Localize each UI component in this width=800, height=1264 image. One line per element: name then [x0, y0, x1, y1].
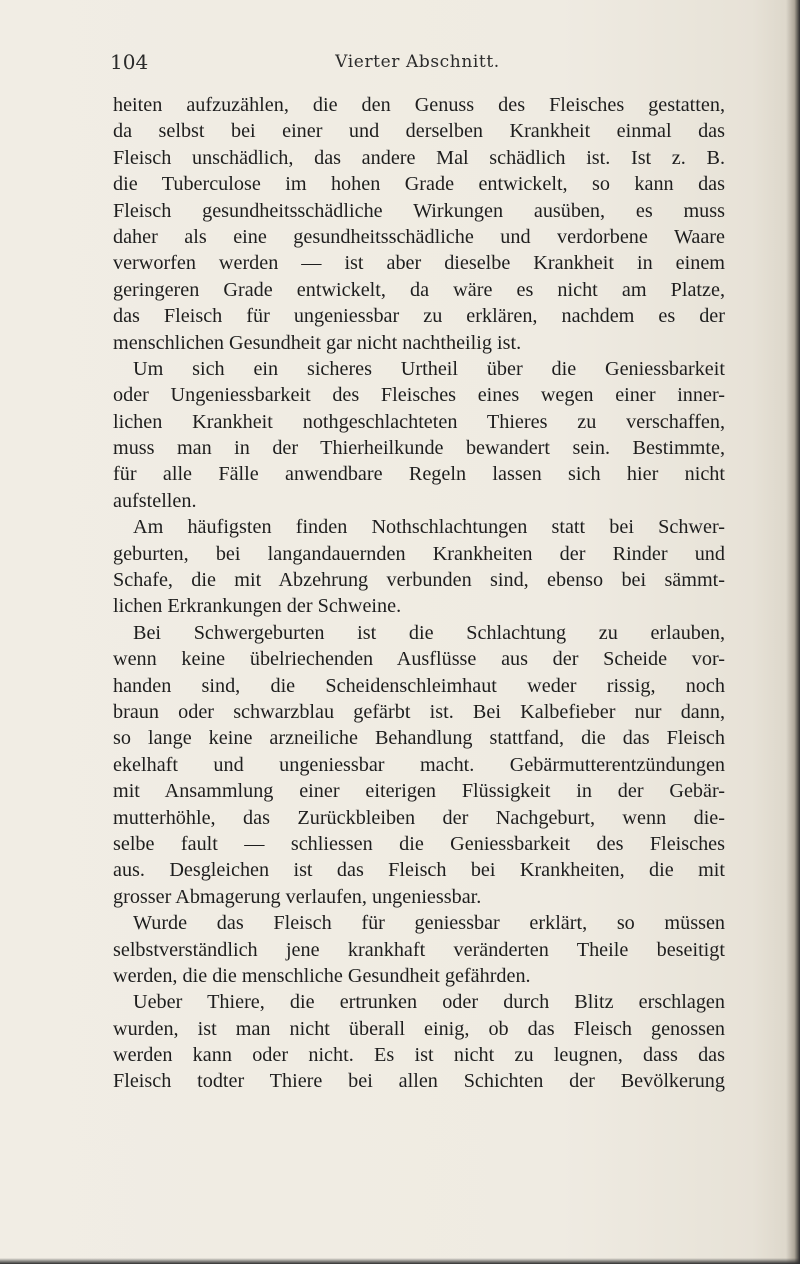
text-line: mit Ansammlung einer eiterigen Flüssigkeit in der Gebär-	[113, 780, 725, 803]
text-line: heiten aufzuzählen, die den Genuss des Fleisches gestatten,	[113, 94, 725, 116]
text-line: oder Ungeniessbarkeit des Fleisches eines wegen einer inner-	[113, 384, 725, 407]
running-head: Vierter Abschnitt.	[335, 52, 500, 72]
text-line: aufstellen.	[113, 489, 197, 512]
text-line: geringeren Grade entwickelt, da wäre es nicht am Platze,	[113, 278, 725, 301]
page-header	[110, 50, 725, 76]
text-line: Fleisch todter Thiere bei allen Schichten der Bevölkerung	[113, 1070, 725, 1093]
page-bottom-edge	[0, 1258, 800, 1264]
text-line: mutterhöhle, das Zurückbleiben der Nachgeburt, wenn die-	[113, 806, 725, 829]
body-text	[113, 92, 725, 1095]
text-line: Schafe, die mit Abzehrung verbunden sind, ebenso bei sämmt-	[113, 569, 725, 592]
text-line: Ueber Thiere, die ertrunken oder durch Blitz erschlagen	[133, 991, 725, 1014]
text-line: handen sind, die Scheidenschleimhaut weder rissig, noch	[113, 674, 725, 697]
text-line: selbe fault — schliessen die Geniessbarkeit des Fleisches	[113, 832, 725, 855]
page-number: 104	[110, 50, 149, 74]
page-edge-shadow	[786, 0, 800, 1264]
text-line: verworfen werden — ist aber dieselbe Krankheit in einem	[113, 252, 725, 275]
text-line: werden, die die menschliche Gesundheit gefährden.	[113, 964, 531, 987]
text-line: lichen Krankheit nothgeschlachteten Thieres zu verschaffen,	[113, 410, 725, 433]
text-line: werden kann oder nicht. Es ist nicht zu leugnen, dass das	[113, 1044, 725, 1067]
text-line: das Fleisch für ungeniessbar zu erklären, nachdem es der	[113, 305, 725, 328]
text-line: Am häufigsten finden Nothschlachtungen statt bei Schwer-	[133, 516, 725, 539]
text-line: daher als eine gesundheitsschädliche und verdorbene Waare	[113, 225, 725, 248]
text-line: die Tuberculose im hohen Grade entwickelt, so kann das	[113, 173, 725, 196]
text-line: wurden, ist man nicht überall einig, ob das Fleisch genossen	[113, 1017, 725, 1040]
text-line: Fleisch gesundheitsschädliche Wirkungen ausüben, es muss	[113, 199, 725, 222]
text-line: so lange keine arzneiliche Behandlung stattfand, die das Fleisch	[113, 727, 725, 750]
text-line: geburten, bei langandauernden Krankheiten der Rinder und	[113, 542, 725, 565]
text-line: ekelhaft und ungeniessbar macht. Gebärmutterentzündungen	[113, 753, 725, 776]
text-line: Fleisch unschädlich, das andere Mal schädlich ist. Ist z. B.	[113, 146, 725, 169]
text-line: Um sich ein sicheres Urtheil über die Geniessbarkeit	[133, 357, 725, 380]
text-line: Bei Schwergeburten ist die Schlachtung zu erlauben,	[133, 621, 725, 644]
text-line: menschlichen Gesundheit gar nicht nachtheilig ist.	[113, 331, 522, 354]
text-line: lichen Erkrankungen der Schweine.	[113, 595, 402, 618]
text-line: da selbst bei einer und derselben Krankheit einmal das	[113, 120, 725, 143]
text-line: grosser Abmagerung verlaufen, ungeniessbar.	[113, 885, 482, 908]
text-line: aus. Desgleichen ist das Fleisch bei Krankheiten, die mit	[113, 859, 725, 882]
text-line: selbstverständlich jene krankhaft veränderten Theile beseitigt	[113, 938, 725, 961]
text-line: Wurde das Fleisch für geniessbar erklärt, so müssen	[133, 912, 725, 935]
text-line: wenn keine übelriechenden Ausflüsse aus der Scheide vor-	[113, 648, 725, 671]
text-line: für alle Fälle anwendbare Regeln lassen sich hier nicht	[113, 463, 725, 486]
text-line: braun oder schwarzblau gefärbt ist. Bei Kalbefieber nur dann,	[113, 700, 725, 723]
text-line: muss man in der Thierheilkunde bewandert sein. Bestimmte,	[113, 437, 725, 460]
